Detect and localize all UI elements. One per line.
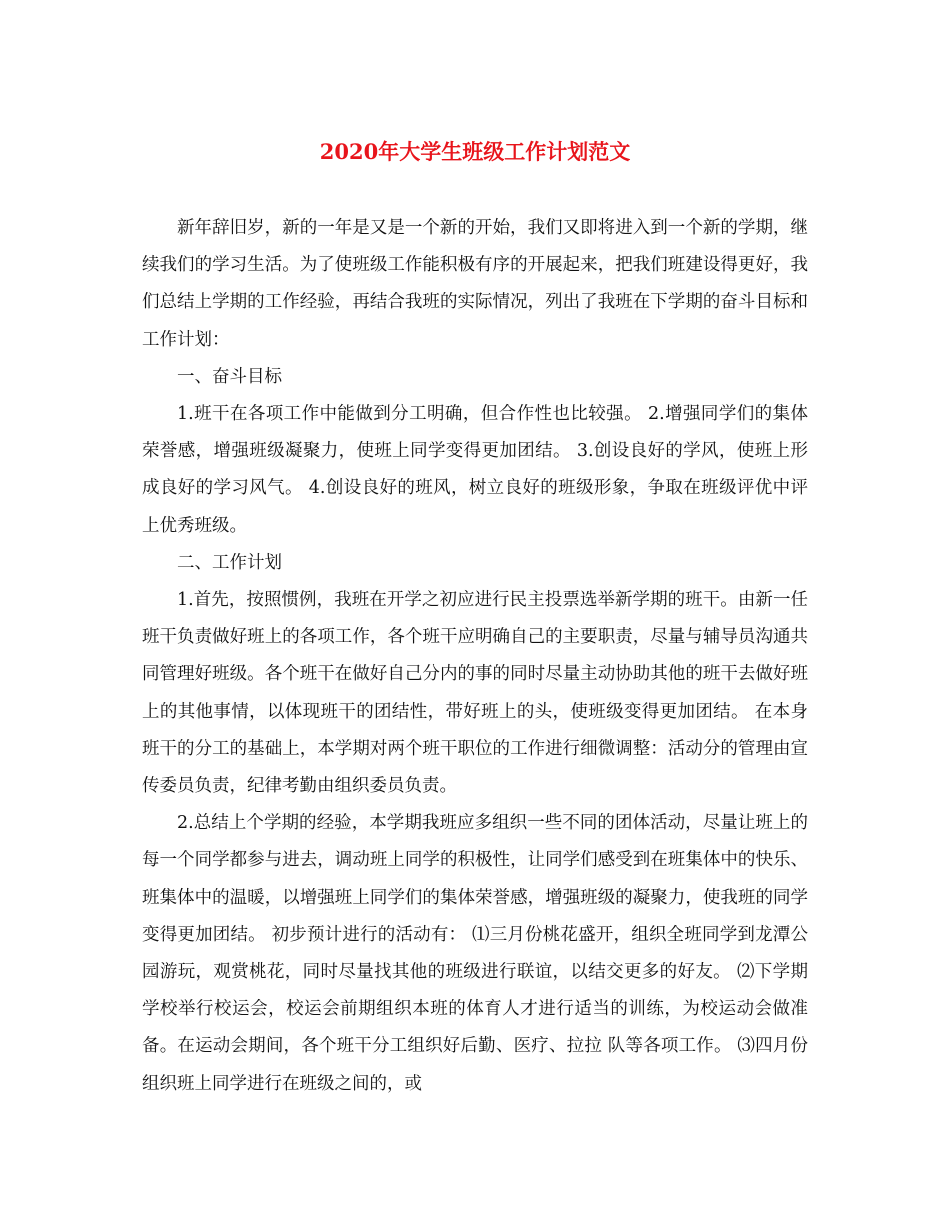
goals-paragraph: 1.班干在各项工作中能做到分工明确，但合作性也比较强。 2.增强同学们的集体荣誉感，增强班级凝聚力，使班上同学变得更加团结。 3.创设良好的学风，使班上形成良好的学习风气。 4.创设良好的班风，树立良好的班级形象，争取在班级评优中评上优秀班级。 bbox=[142, 404, 808, 536]
document-title: 2020年大学生班级工作计划范文 bbox=[319, 139, 631, 164]
intro-paragraph: 新年辞旧岁，新的一年是又是一个新的开始，我们又即将进入到一个新的学期，继续我们的学习生活。为了使班级工作能积极有序的开展起来，把我们班建设得更好，我们总结上学期的工作经验，再结合我班的实际情况，列出了我班在下学期的奋斗目标和工作计划： bbox=[142, 218, 808, 350]
document-body bbox=[142, 210, 808, 1103]
section-heading-plan: 二、工作计划 bbox=[177, 552, 282, 573]
plan-paragraph-1: 1.首先，按照惯例，我班在开学之初应进行民主投票选举新学期的班干。由新一任班干负责做好班上的各项工作，各个班干应明确自己的主要职责，尽量与辅导员沟通共同管理好班级。各个班干在做好自己分内的事的同时尽量主动协助其他的班干去做好班上的其他事情，以体现班干的团结性，带好班上的头，使班级变得更加团结。 在本身班干的分工的基础上，本学期对两个班干职位的工作进行细微调整：活动分的管理由宣传委员负责，纪律考勤由组织委员负责。 bbox=[142, 590, 808, 797]
plan-paragraph-2: 2.总结上个学期的经验，本学期我班应多组织一些不同的团体活动，尽量让班上的每一个同学都参与进去，调动班上同学的积极性，让同学们感受到在班集体中的快乐、班集体中的温暖，以增强班上同学们的集体荣誉感，增强班级的凝聚力，使我班的同学变得更加团结。 初步预计进行的活动有： ⑴三月份桃花盛开，组织全班同学到龙潭公园游玩，观赏桃花，同时尽量找其他的班级进行联谊，以结交更多的好友。 ⑵下学期学校举行校运会，校运会前期组织本班的体育人才进行适当的训练，为校运动会做准备。在运动会期间，各个班干分工组织好后勤、医疗、拉拉 队等各项工作。 ⑶四月份组织班上同学进行在班级之间的，或 bbox=[142, 813, 808, 1094]
section-heading-goals: 一、奋斗目标 bbox=[177, 366, 282, 387]
